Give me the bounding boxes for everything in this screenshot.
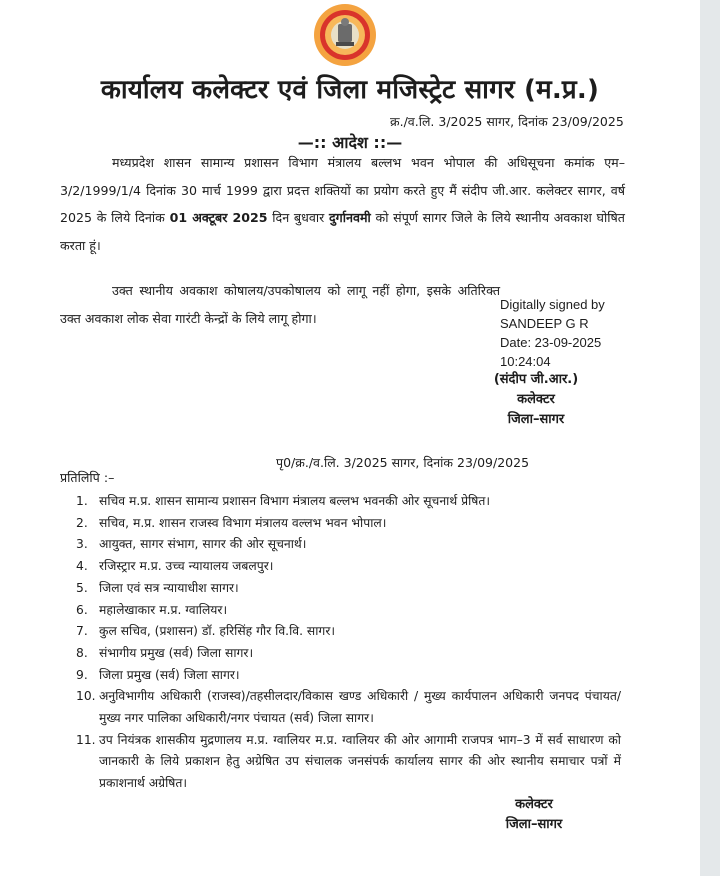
order-text-part: मध्यप्रदेश शासन सामान्य प्रशासन विभाग मंत्रालय बल्लभ भवन भोपाल की अधिसूचना कमांक एम–3/2/1999/1/4 दिनांक 30 मार्च 1999 द्वारा प्रदत्त शक्तियों का प्रयोग करते हुए मैं संदीप जी.आर. कलेक्टर सागर, वर्ष 2025 के लिये दिनांक [60, 155, 625, 225]
holiday-date: 01 अक्टूबर 2025 [169, 210, 268, 225]
item-text: रजिस्ट्रार म.प्र. उच्च न्यायालय जबलपुर। [99, 559, 274, 574]
list-item [76, 534, 621, 556]
list-item [76, 643, 621, 665]
item-text: महालेखाकार म.प्र. ग्वालियर। [99, 602, 228, 617]
order-text-part: को संपूर्ण सागर जिले के लिये स्थानीय अवकाश घोषित करता हूं। [60, 210, 625, 253]
signatory-block [488, 370, 584, 430]
item-number: 1. [76, 494, 88, 508]
item-number: 11. [76, 732, 96, 747]
signature-line: Date: 23-09-2025 [500, 335, 602, 350]
order-heading: —:: आदेश ::— [297, 133, 403, 152]
copy-reference: पृ0/क्र./व.लि. 3/2025 सागर, दिनांक 23/09/2025 [276, 455, 530, 470]
list-item [76, 686, 621, 729]
page-edge [700, 0, 720, 876]
item-text: जिला एवं सत्र न्यायाधीश सागर। [99, 580, 239, 595]
item-text: संभागीय प्रमुख (सर्व) जिला सागर। [99, 645, 254, 660]
order-text-part: दिन बुधवार [267, 210, 329, 225]
digital-signature [500, 295, 605, 371]
item-text: सचिव म.प्र. शासन सामान्य प्रशासन विभाग मंत्रालय बल्लभ भवनकी ओर सूचनार्थ प्रेषित। [99, 494, 491, 508]
item-text: उप नियंत्रक शासकीय मुद्रणालय म.प्र. ग्वालियर म.प्र. ग्वालियर की ओर आगामी राजपत्र भाग–3 में सर्व साधारण को जानकारी के लिये प्रकाशन हेतु अग्रेषित उप संचालक जनसंपर्क कार्यालय सागर की ओर स्थानीय समाचार पत्रों में प्रकाशनार्थ अग्रेषित। [99, 732, 621, 791]
footer-signatory [489, 795, 579, 835]
exception-paragraph: उक्त स्थानीय अवकाश कोषालय/उपकोषालय को लागू नहीं होगा, इसके अतिरिक्त उक्त अवकाश लोक सेवा गारंटी केन्द्रों के लिये लागू होगा। [60, 283, 500, 326]
item-text: जिला प्रमुख (सर्व) जिला सागर। [99, 667, 240, 682]
list-item [76, 513, 621, 535]
state-emblem [312, 2, 378, 68]
item-number: 8. [76, 645, 88, 660]
item-number: 7. [76, 624, 88, 639]
item-number: 2. [76, 515, 88, 530]
item-number: 9. [76, 667, 88, 682]
item-number: 3. [76, 537, 88, 552]
list-item [76, 621, 621, 643]
footer-designation: कलेक्टर [515, 797, 553, 812]
signature-line: 10:24:04 [500, 354, 551, 369]
list-item [76, 600, 621, 622]
item-number: 10. [76, 689, 96, 704]
signature-line: SANDEEP G R [500, 316, 589, 331]
list-item [76, 491, 621, 513]
signature-line: Digitally signed by [500, 297, 605, 312]
item-text: कुल सचिव, (प्रशासन) डॉ. हरिसिंह गौर वि.वि. सागर। [99, 624, 336, 639]
order-paragraph [60, 149, 625, 259]
copy-recipient-list [76, 491, 621, 795]
order-reference: क्र./व.लि. 3/2025 सागर, दिनांक 23/09/2025 [390, 114, 624, 129]
festival-name: दुर्गानवमी [328, 210, 371, 225]
copy-label: प्रतिलिपि :– [60, 470, 115, 485]
item-text: अनुविभागीय अधिकारी (राजस्व)/तहसीलदार/विकास खण्ड अधिकारी / मुख्य कार्यपालन अधिकारी जनपद पंचायत/मुख्य नगर पालिका अधिकारी/नगर पंचायत (सर्व) जिला सागर। [99, 689, 621, 726]
item-text: आयुक्त, सागर संभाग, सागर की ओर सूचनार्थ। [99, 537, 307, 552]
list-item [76, 730, 621, 795]
item-number: 5. [76, 580, 88, 595]
list-item [76, 556, 621, 578]
signatory-office: जिला–सागर [507, 412, 565, 427]
list-item [76, 578, 621, 600]
item-number: 6. [76, 602, 88, 617]
list-item [76, 665, 621, 687]
office-title: कार्यालय कलेक्टर एवं जिला मजिस्ट्रेट सागर (म.प्र.) [100, 75, 600, 105]
item-text: सचिव, म.प्र. शासन राजस्व विभाग मंत्रालय वल्लभ भवन भोपाल। [99, 515, 387, 530]
signatory-designation: कलेक्टर [517, 392, 555, 407]
item-number: 4. [76, 559, 88, 574]
footer-office: जिला–सागर [505, 817, 563, 832]
signatory-name: (संदीप जी.आर.) [493, 372, 579, 387]
